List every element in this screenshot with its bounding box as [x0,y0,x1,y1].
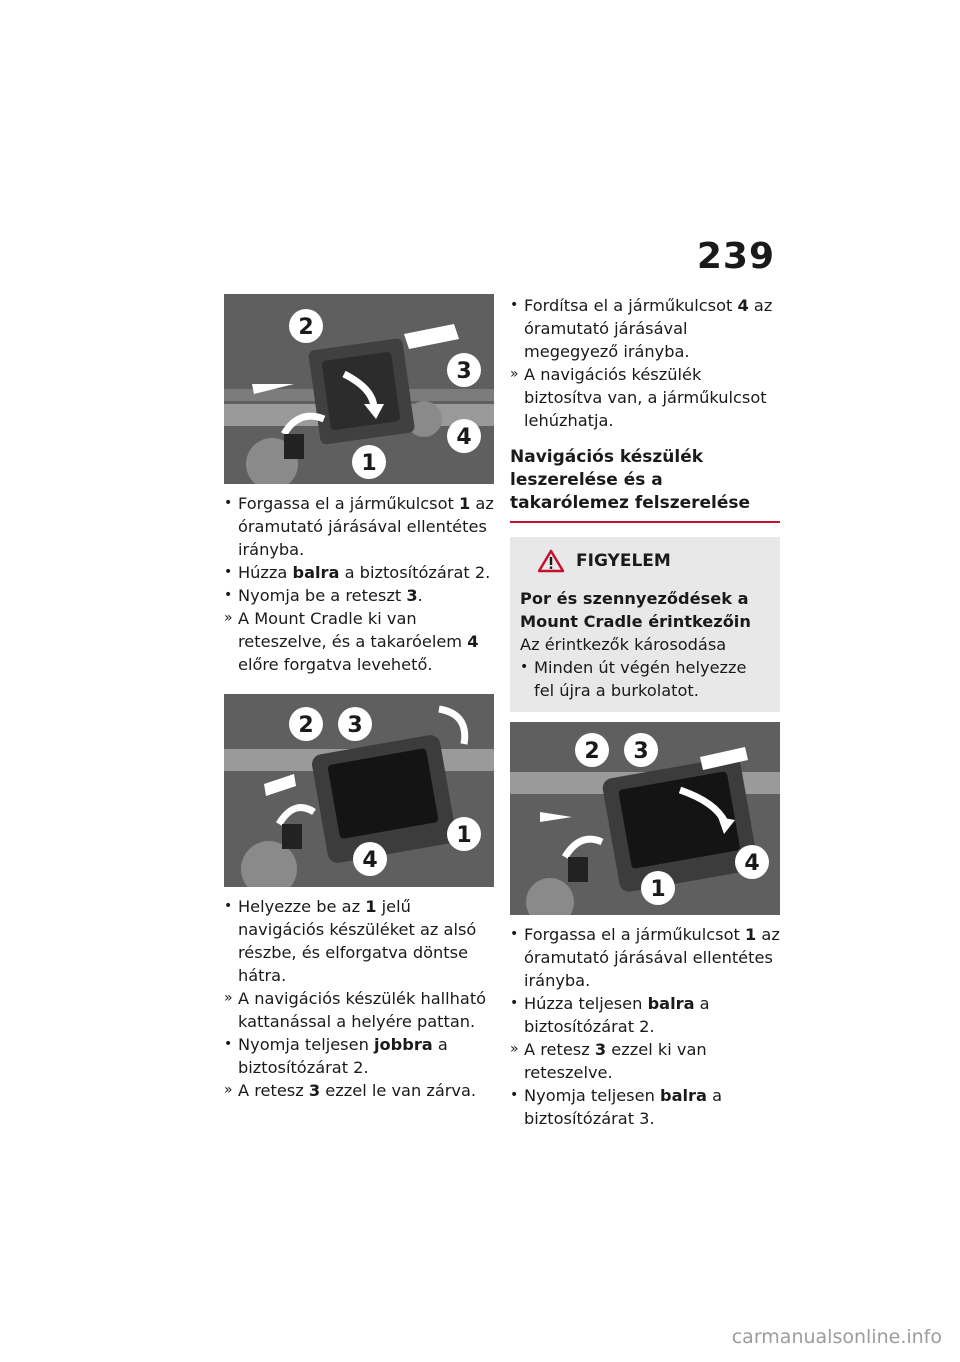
callout-3: 3 [633,739,649,764]
list-item: • Fordítsa el a járműkulcsot 4 az óramutató járásával megegyező irányba. [510,296,773,361]
watermark: carmanualsonline.info [731,1326,942,1348]
right-column [510,294,780,1130]
page-number: 239 [696,236,775,277]
illustration-navigator-remove [510,722,780,915]
figure-remove-cover [224,294,494,484]
callout-1: 1 [361,451,377,476]
list-item: • Nyomja teljesen jobbra a biztosítózárat 2. [224,1035,448,1077]
list-item: » A retesz 3 ezzel ki van reteszelve. [510,1040,707,1082]
warning-heading: Por és szennyeződések a Mount Cradle érintkezőin [520,589,751,631]
warning-triangle-icon [538,549,564,573]
warning-list [520,656,770,702]
steps-list-2 [224,895,494,1102]
warning-title: FIGYELEM [520,549,770,573]
list-item: • Forgassa el a járműkulcsot 1 az óramutató járásával ellentétes irányba. [224,494,494,559]
figure-insert-navigator [224,694,494,887]
illustration-navigator-insert [224,694,494,887]
list-item: • Helyezze be az 1 jelű navigációs készüléket az alsó részbe, és elforgatva döntse hátra. [224,897,477,985]
list-item: • Forgassa el a járműkulcsot 1 az óramutató járásával ellentétes irányba. [510,925,780,990]
callout-1: 1 [650,877,666,902]
illustration-cradle-cover [224,294,494,484]
callout-4: 4 [362,848,378,873]
steps-list-bottom [510,923,780,1130]
figure-remove-navigator [510,722,780,915]
callout-4: 4 [456,425,472,450]
list-item: » A Mount Cradle ki van reteszelve, és a takaróelem 4 előre forgatva levehető. [224,609,479,674]
section-divider [510,521,780,523]
steps-list-top [510,294,780,432]
callout-2: 2 [298,315,314,340]
callout-3: 3 [456,359,472,384]
list-item: » A navigációs készülék hallható kattanással a helyére pattan. [224,989,487,1031]
callout-2: 2 [298,713,314,738]
list-item: • Húzza balra a biztosítózárat 2. [224,563,491,582]
warning-text: Az érintkezők károsodása [520,635,727,654]
left-column [224,294,494,1102]
steps-list-1 [224,492,494,676]
list-item: • Nyomja teljesen balra a biztosítózárat 3. [510,1086,723,1128]
warning-box [510,537,780,712]
callout-4: 4 [744,851,760,876]
list-item: » A navigációs készülék biztosítva van, a járműkulcsot lehúzhatja. [510,365,767,430]
list-item: • Minden út végén helyezze fel újra a burkolatot. [520,658,747,700]
list-item: • Nyomja be a reteszt 3. [224,586,423,605]
list-item: • Húzza teljesen balra a biztosítózárat 2. [510,994,710,1036]
callout-3: 3 [347,713,363,738]
callout-2: 2 [584,739,600,764]
section-heading: Navigációs készülék leszerelése és a takarólemez felszerelése [510,447,751,513]
callout-1: 1 [456,823,472,848]
list-item: » A retesz 3 ezzel le van zárva. [224,1081,477,1100]
